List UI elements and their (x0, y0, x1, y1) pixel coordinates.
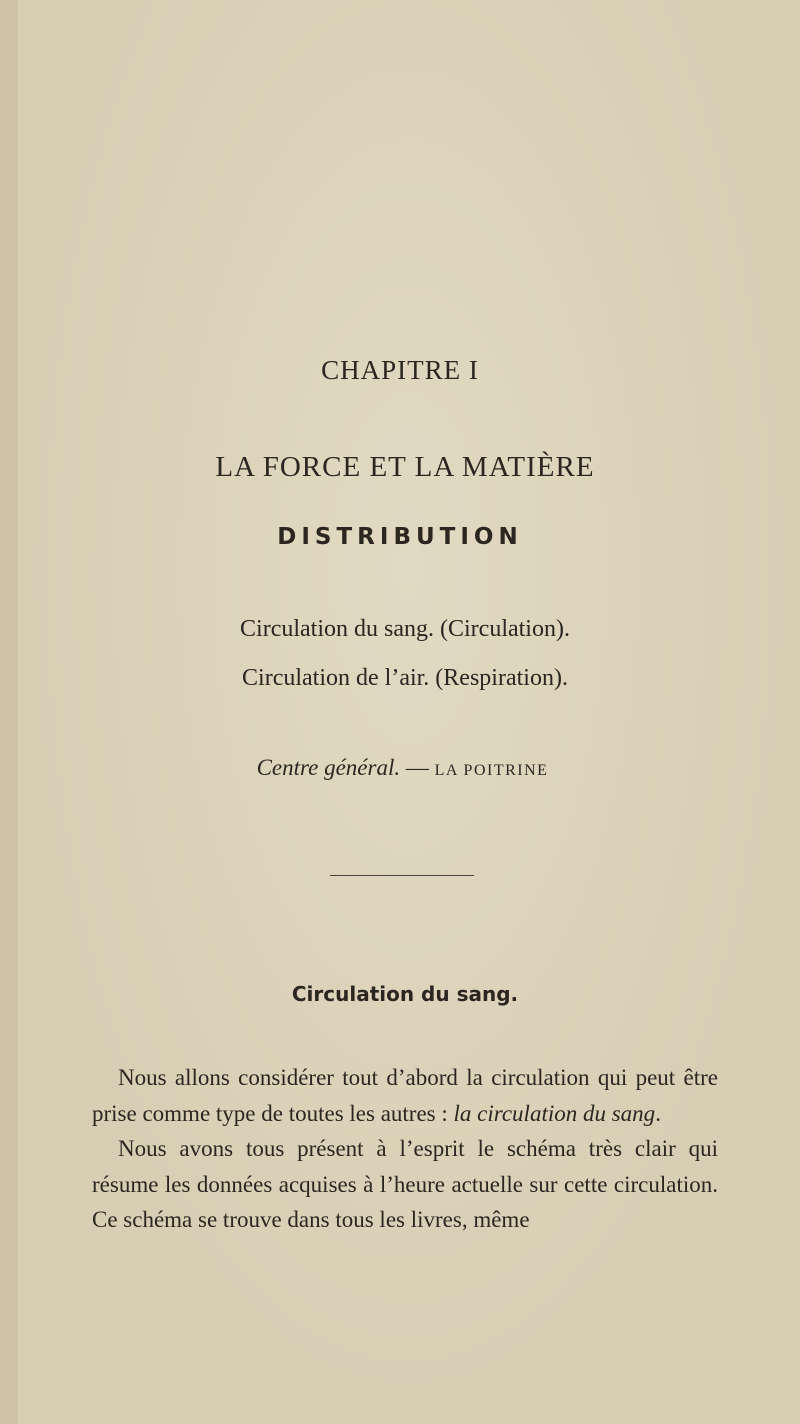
paragraph-text: Nous avons tous présent à l’esprit le schéma très clair qui résume les données acquises à l’heure actuelle sur cette circulation. Ce schéma se trouve dans tous les livres, même (92, 1136, 718, 1232)
paragraph-end: . (655, 1100, 661, 1126)
page-edge (0, 0, 18, 1424)
body-text (92, 1060, 718, 1238)
section-heading: Circulation du sang. (291, 982, 519, 1006)
centre-dash: — (400, 755, 435, 780)
chapter-title: LA FORCE ET LA MATIÈRE (215, 451, 595, 483)
centre-value: LA POITRINE (434, 762, 549, 779)
paragraph-text: Nous allons considérer tout d’abord la circulation qui peut être prise comme type de toutes les autres : (92, 1065, 718, 1126)
subsection-line: Circulation du sang. (Circulation). (240, 616, 570, 642)
centre-label: Centre général. (256, 755, 401, 780)
paragraph-italic: la circulation du sang (453, 1100, 656, 1126)
centre-line (0, 755, 800, 781)
subsection-line: Circulation de l’air. (Respiration). (242, 665, 568, 691)
paragraph (92, 1131, 718, 1238)
chapter-number: CHAPITRE I (321, 355, 479, 385)
paragraph (92, 1060, 718, 1131)
divider-rule (330, 875, 474, 876)
chapter-subtitle: DISTRIBUTION (277, 524, 523, 550)
